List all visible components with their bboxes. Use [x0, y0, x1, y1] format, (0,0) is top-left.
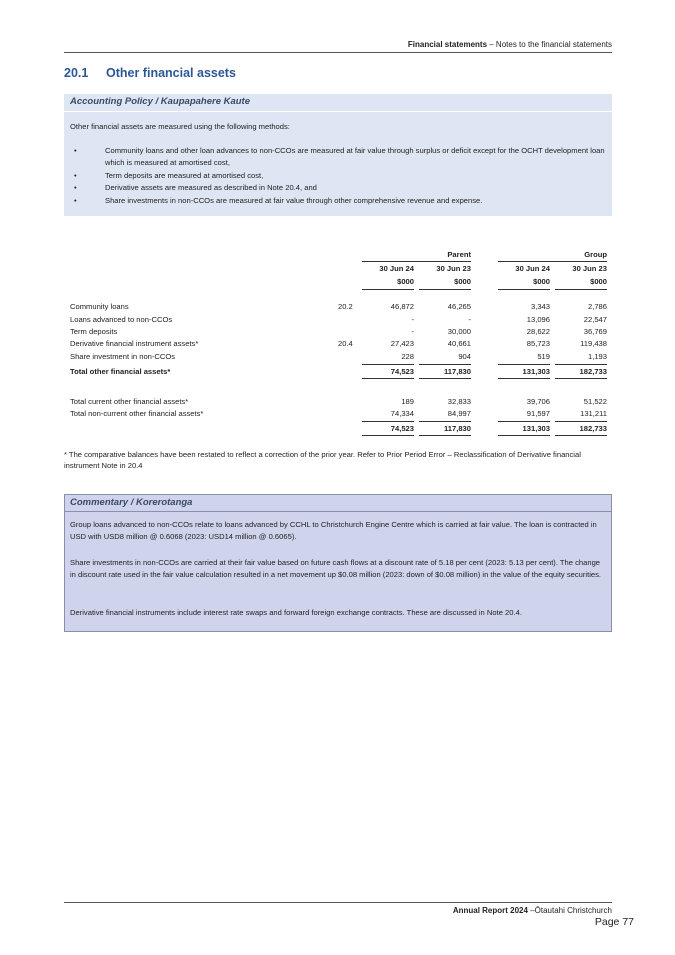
running-footer [64, 906, 612, 915]
col-unit: $000 [533, 277, 550, 286]
parent-header-rule [362, 261, 471, 262]
total-cell: 131,303 [522, 367, 550, 376]
total-underline [555, 378, 607, 379]
cell: 46,872 [390, 302, 414, 311]
col-unit: $000 [590, 277, 607, 286]
split-total-underline [498, 435, 550, 436]
split-total-rule [419, 421, 471, 422]
col-date-parent-24: 30 Jun 24 [379, 264, 414, 273]
cell: 84,997 [447, 409, 471, 418]
cell: 36,769 [583, 327, 607, 336]
row-label: Loans advanced to non-CCOs [70, 315, 173, 324]
header-divider [64, 52, 612, 53]
total-label: Total other financial assets* [70, 367, 171, 376]
bullet-icon: • [74, 146, 77, 155]
row-label: Total current other financial assets* [70, 397, 189, 406]
cell: 91,597 [526, 409, 550, 418]
col-date-parent-23: 30 Jun 23 [436, 264, 471, 273]
cell: 27,423 [390, 339, 414, 348]
bullet-icon: • [74, 170, 77, 180]
row-note: 20.4 [338, 339, 353, 348]
total-cell: 117,830 [443, 367, 471, 376]
policy-divider [64, 111, 612, 112]
bullet-text: Term deposits are measured at amortised cost, [105, 170, 264, 180]
commentary-paragraph: Group loans advanced to non-CCOs relate to loans advanced by CCHL to Christchurch Engine Centre which is carried at fair value. The loan is contracted in USD with USD8 million @ 0.6068 (2023: USD14 million @ 0.6065). [70, 520, 597, 542]
cell: 13,096 [526, 315, 550, 324]
group-group-header: Group [584, 250, 607, 259]
bullet-text: Derivative assets are measured as described in Note 20.4, and [105, 183, 317, 193]
split-total-underline [555, 435, 607, 436]
page-number: Page 77 [594, 916, 634, 928]
split-total-cell: 131,303 [522, 424, 550, 433]
total-underline [362, 378, 414, 379]
cell: 85,723 [526, 339, 550, 348]
section-heading: Other financial assets [106, 66, 236, 80]
total-rule [555, 364, 607, 365]
bullet-text: Share investments in non-CCOs are measured at fair value through other comprehensive revenue and expense. [105, 195, 483, 205]
split-total-underline [362, 435, 414, 436]
cell: 189 [401, 397, 414, 406]
col-date-group-24: 30 Jun 24 [515, 264, 550, 273]
cell: - [468, 315, 471, 324]
commentary-heading: Commentary / Korerotanga [70, 497, 193, 508]
cell: 22,547 [583, 315, 607, 324]
cell: 119,438 [580, 339, 607, 348]
col-unit: $000 [397, 277, 414, 286]
footer-report-name: Annual Report 2024 [452, 906, 528, 915]
total-rule [419, 364, 471, 365]
row-label: Share investment in non-CCOs [70, 352, 176, 361]
footer-divider [64, 902, 612, 903]
cell: 46,265 [447, 302, 471, 311]
cell: 32,833 [447, 397, 471, 406]
split-total-cell: 117,830 [443, 424, 471, 433]
cell: 30,000 [447, 327, 471, 336]
row-label: Total non-current other financial assets* [70, 409, 204, 418]
unit-rule [362, 289, 414, 290]
unit-rule [555, 289, 607, 290]
bullet-icon: • [74, 183, 77, 193]
footer-city: –Ōtautahi Christchurch [527, 906, 612, 915]
cell: 40,661 [447, 339, 471, 348]
header-section: Financial statements [407, 40, 488, 49]
cell: 28,622 [526, 327, 550, 336]
commentary-paragraph: Share investments in non-CCOs are carried at their fair value based on future cash flows at a discount rate of 5.18 per cent (2023: 5.13 per cent). The change in discount rate used in the fair value calculation resulted in a net movement up $0.08 million (2023: down of $0.08 million) in the value of the equity securities. [70, 558, 602, 580]
col-unit: $000 [454, 277, 471, 286]
policy-bullet [70, 145, 606, 170]
cell: 51,522 [583, 397, 607, 406]
row-note: 20.2 [338, 302, 353, 311]
unit-rule [498, 289, 550, 290]
split-total-rule [498, 421, 550, 422]
split-total-cell: 74,523 [390, 424, 414, 433]
header-subsection: – Notes to the financial statements [487, 40, 612, 49]
policy-heading: Accounting Policy / Kaupapahere Kaute [70, 96, 251, 107]
table-footnote: * The comparative balances have been restated to reflect a correction of the prior year. Refer to Prior Period Error – Reclassification of Derivative financial instrument Note in 20.4 [64, 450, 581, 470]
cell: 2,786 [587, 302, 607, 311]
cell: 74,334 [390, 409, 414, 418]
cell: 131,211 [580, 409, 607, 418]
split-total-rule [362, 421, 414, 422]
cell: - [411, 327, 414, 336]
policy-bullet-list [70, 145, 606, 207]
group-header-rule [498, 261, 607, 262]
split-total-underline [419, 435, 471, 436]
section-number: 20.1 [64, 66, 89, 80]
total-cell: 74,523 [390, 367, 414, 376]
total-rule [362, 364, 414, 365]
bullet-icon: • [74, 195, 77, 205]
bullet-text: Community loans and other loan advances to non-CCOs are measured at fair value through surplus or deficit except for the OCHT development loan which is measured at amortised cost, [105, 146, 605, 168]
cell: 904 [458, 352, 471, 361]
row-label: Community loans [70, 302, 129, 311]
policy-intro: Other financial assets are measured using the following methods: [70, 122, 290, 131]
total-cell: 182,733 [579, 367, 607, 376]
total-rule [498, 364, 550, 365]
split-total-cell: 182,733 [579, 424, 607, 433]
parent-group-header: Parent [447, 250, 471, 259]
commentary-paragraph: Derivative financial instruments include interest rate swaps and forward foreign exchange contracts. These are discussed in Note 20.4. [70, 608, 522, 617]
cell: 1,193 [587, 352, 607, 361]
cell: 519 [537, 352, 550, 361]
cell: - [411, 315, 414, 324]
cell: 39,706 [526, 397, 550, 406]
policy-bullet [70, 182, 606, 194]
cell: 3,343 [530, 302, 550, 311]
running-header [64, 40, 612, 49]
split-total-rule [555, 421, 607, 422]
commentary-divider [65, 511, 611, 512]
col-date-group-23: 30 Jun 23 [572, 264, 607, 273]
unit-rule [419, 289, 471, 290]
section-title [64, 66, 236, 80]
total-underline [498, 378, 550, 379]
row-label: Term deposits [70, 327, 118, 336]
policy-bullet [70, 170, 606, 182]
policy-bullet [70, 195, 606, 207]
row-label: Derivative financial instrument assets* [70, 339, 199, 348]
total-underline [419, 378, 471, 379]
cell: 228 [401, 352, 414, 361]
